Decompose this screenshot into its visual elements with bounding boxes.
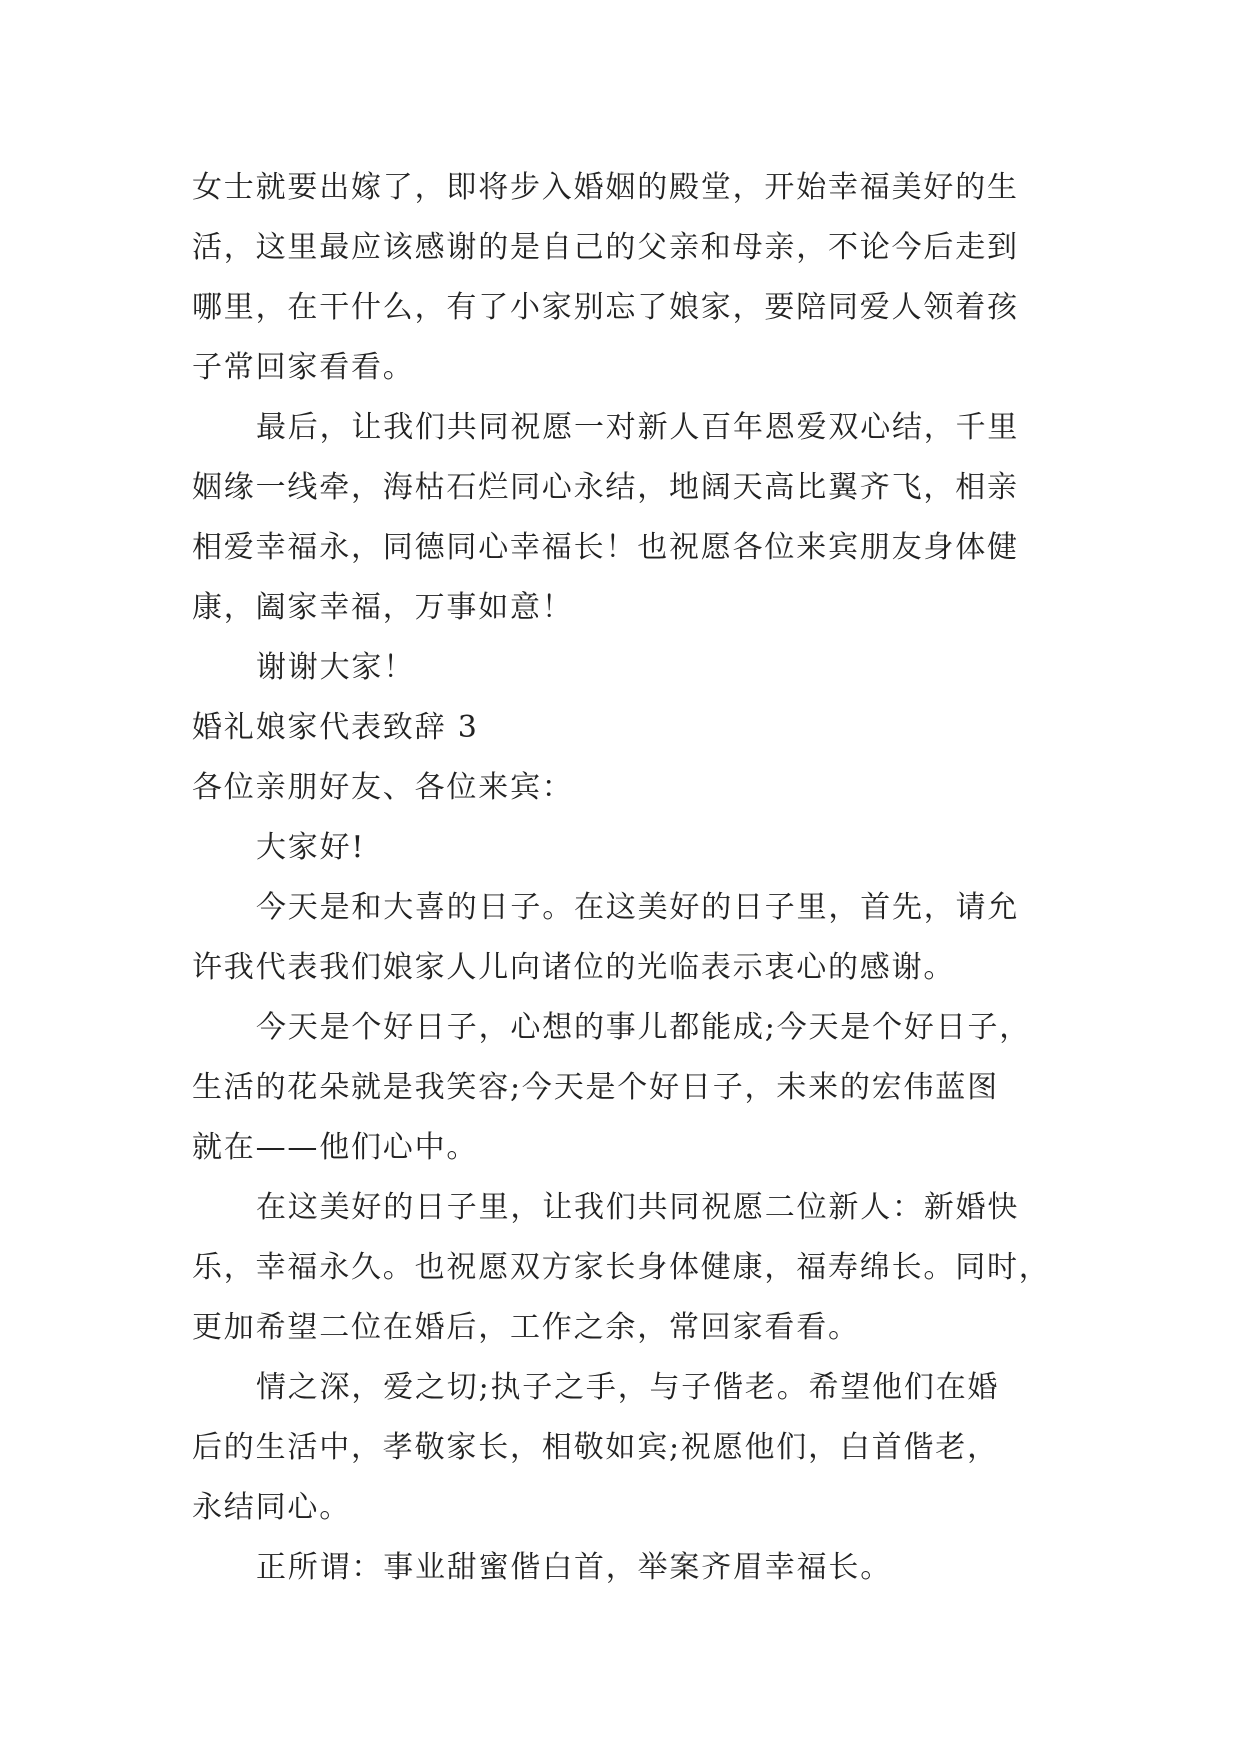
section-heading: 婚礼娘家代表致辞 3 (192, 710, 479, 745)
salutation: 各位亲朋好友、各位来宾： (192, 770, 574, 805)
text-line: 姻缘一线牵，海枯石烂同心永结，地阔天高比翼齐飞，相亲 (192, 470, 1019, 505)
text-line: 永结同心。 (192, 1490, 351, 1525)
text-line: 生活的花朵就是我笑容;今天是个好日子，未来的宏伟蓝图 (192, 1070, 999, 1105)
text-line: 谢谢大家！ (256, 650, 415, 685)
text-line: 活，这里最应该感谢的是自己的父亲和母亲，不论今后走到 (192, 230, 1019, 265)
text-line: 康，阖家幸福，万事如意！ (192, 590, 574, 625)
text-line: 相爱幸福永，同德同心幸福长！也祝愿各位来宾朋友身体健 (192, 530, 1019, 565)
text-line: 乐，幸福永久。也祝愿双方家长身体健康，福寿绵长。同时， (192, 1250, 1051, 1285)
text-line: 在这美好的日子里，让我们共同祝愿二位新人：新婚快 (256, 1190, 1020, 1225)
text-line: 今天是个好日子，心想的事儿都能成;今天是个好日子， (256, 1010, 1032, 1045)
text-line: 后的生活中，孝敬家长，相敬如宾;祝愿他们，白首偕老， (192, 1430, 999, 1465)
text-line: 情之深，爱之切;执子之手，与子偕老。希望他们在婚 (256, 1370, 1000, 1405)
text-line: 最后，让我们共同祝愿一对新人百年恩爱双心结，千里 (256, 410, 1020, 445)
document-body (192, 158, 1072, 1598)
text-line: 许我代表我们娘家人儿向诸位的光临表示衷心的感谢。 (192, 950, 956, 985)
text-line: 更加希望二位在婚后，工作之余，常回家看看。 (192, 1310, 860, 1345)
text-line: 今天是和大喜的日子。在这美好的日子里，首先，请允 (256, 890, 1020, 925)
greeting: 大家好! (256, 830, 366, 865)
text-line: 女士就要出嫁了，即将步入婚姻的殿堂，开始幸福美好的生 (192, 170, 1019, 205)
text-line: 子常回家看看。 (192, 350, 415, 385)
text-line: 哪里，在干什么，有了小家别忘了娘家，要陪同爱人领着孩 (192, 290, 1019, 325)
text-line: 正所谓：事业甜蜜偕白首，举案齐眉幸福长。 (256, 1550, 892, 1585)
text-line: 就在——他们心中。 (192, 1130, 479, 1165)
